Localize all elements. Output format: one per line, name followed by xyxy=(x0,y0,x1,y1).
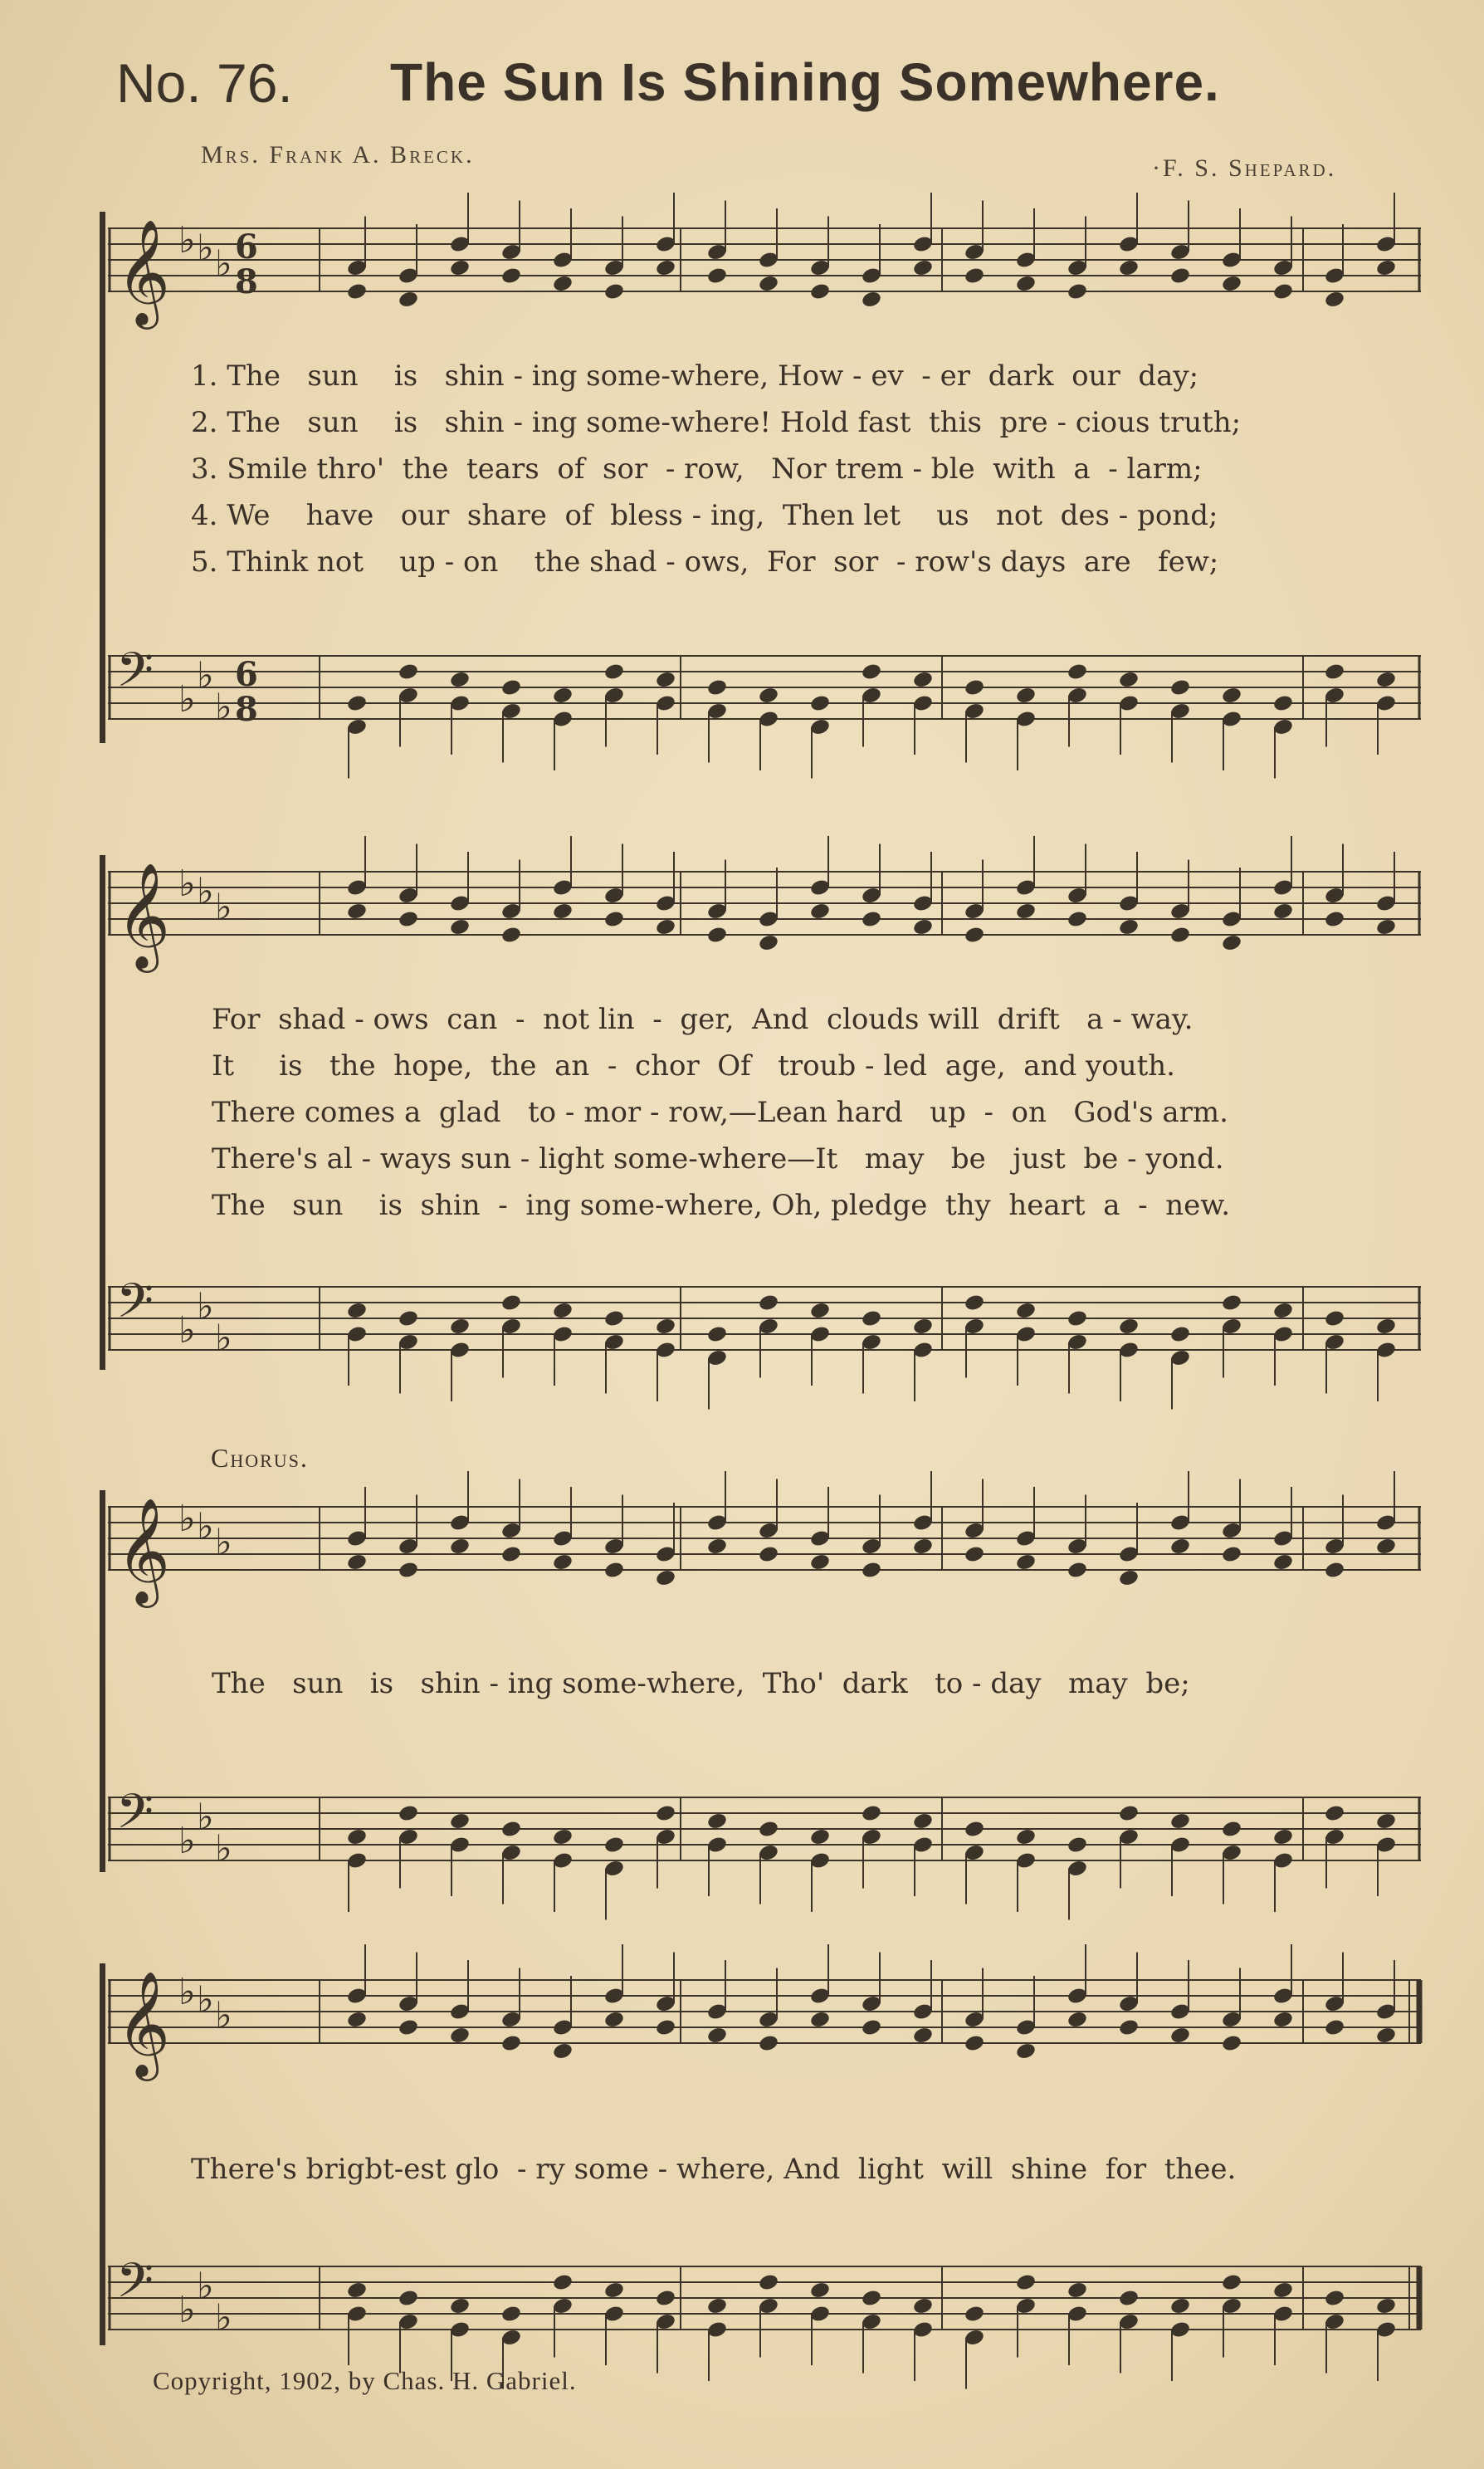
lyric-line: There's brigbt-est glo - ry some - where, And light will shine for thee. xyxy=(191,2153,1237,2186)
note-head xyxy=(552,1301,574,1320)
note-head xyxy=(500,2305,522,2324)
lyric-line: 4. We have our share of bless - ing, Then let us not des - pond; xyxy=(191,499,1218,532)
note-head xyxy=(1118,258,1140,277)
note-head xyxy=(346,282,368,301)
note-head xyxy=(809,1827,831,1846)
music-system-1 xyxy=(100,187,1438,818)
flat-icon: ♭ xyxy=(215,1317,232,1360)
note-head xyxy=(1118,1317,1140,1336)
note-head xyxy=(1169,926,1191,945)
note-head xyxy=(706,266,728,286)
note-head xyxy=(1324,910,1345,929)
time-signature-bottom: 8 xyxy=(235,690,258,729)
note-head xyxy=(861,2289,882,2308)
music-system-4 xyxy=(100,1939,1438,2370)
note-head xyxy=(1118,670,1140,689)
lyric-line: 2. The sun is shin - ing some-where! Hold fast this pre - cious truth; xyxy=(191,406,1242,439)
note-head xyxy=(655,2018,676,2037)
flat-icon: ♭ xyxy=(178,863,196,905)
note-head xyxy=(603,1561,625,1580)
note-head xyxy=(912,1317,934,1336)
treble-clef-icon: 𝄞 xyxy=(116,218,171,325)
note-head xyxy=(449,1811,471,1831)
time-signature-top: 6 xyxy=(235,655,258,694)
note-head xyxy=(912,258,934,277)
note-head xyxy=(346,902,368,921)
note-head xyxy=(1375,917,1397,936)
note-head xyxy=(1067,1561,1088,1580)
note-head xyxy=(346,1552,368,1572)
chorus-label: Chorus. xyxy=(211,1443,309,1473)
verse-lyrics-part1 xyxy=(191,353,1241,585)
note-head xyxy=(861,1561,882,1580)
note-head xyxy=(603,1836,625,1855)
note-head xyxy=(1375,2296,1397,2315)
note-head xyxy=(1272,1552,1294,1572)
note-head xyxy=(1169,1325,1191,1344)
note-head xyxy=(1324,2289,1345,2308)
note-head xyxy=(1375,1811,1397,1831)
note-head xyxy=(861,2018,882,2037)
time-signature-bottom: 8 xyxy=(235,262,258,301)
note-head xyxy=(1221,1293,1242,1313)
time-signature-top: 6 xyxy=(235,227,258,266)
bass-staff xyxy=(100,639,1438,755)
note-head xyxy=(1067,1836,1088,1855)
note-head xyxy=(655,670,676,689)
note-head xyxy=(552,1552,574,1572)
note-head xyxy=(603,662,625,682)
note-head xyxy=(1015,2041,1037,2061)
note-head xyxy=(655,1317,676,1336)
note-head xyxy=(861,662,882,682)
note-head xyxy=(1324,1309,1345,1328)
note-head xyxy=(655,2289,676,2308)
note-head xyxy=(552,686,574,705)
note-head xyxy=(964,926,985,945)
note-head xyxy=(1375,1317,1397,1336)
note-head xyxy=(398,2289,419,2308)
flat-icon: ♭ xyxy=(197,870,214,913)
note-head xyxy=(706,1325,728,1344)
treble-staff xyxy=(100,1963,1438,2080)
note-head xyxy=(1118,2018,1140,2037)
flat-icon: ♭ xyxy=(215,242,232,286)
note-head xyxy=(1375,258,1397,277)
bass-clef-icon: 𝄢 xyxy=(116,2252,154,2320)
note-head xyxy=(1118,2289,1140,2308)
note-head xyxy=(655,917,676,936)
lyric-line: There comes a glad to - mor - row,—Lean hard up - on God's arm. xyxy=(212,1096,1228,1129)
note-head xyxy=(1067,662,1088,682)
note-head xyxy=(912,670,934,689)
note-head xyxy=(603,910,625,929)
hymn-title: The Sun Is Shining Somewhere. xyxy=(390,52,1220,112)
note-head xyxy=(552,1827,574,1846)
note-head xyxy=(809,694,831,713)
note-head xyxy=(758,933,779,952)
note-head xyxy=(1221,2034,1242,2053)
note-head xyxy=(1067,282,1088,301)
note-head xyxy=(1067,2010,1088,2029)
flat-icon: ♭ xyxy=(215,886,232,929)
note-head xyxy=(1324,2018,1345,2037)
treble-clef-icon: 𝄞 xyxy=(116,1497,171,1603)
note-head xyxy=(1324,1561,1345,1580)
note-head xyxy=(964,266,985,286)
flat-icon: ♭ xyxy=(197,654,214,697)
note-head xyxy=(912,917,934,936)
note-head xyxy=(500,1820,522,1839)
flat-icon: ♭ xyxy=(197,1796,214,1839)
treble-staff xyxy=(100,212,1438,328)
note-head xyxy=(964,1545,985,1564)
note-head xyxy=(552,902,574,921)
lyric-line: For shad - ows can - not lin - ger, And clouds will drift a - way. xyxy=(212,1003,1194,1036)
note-head xyxy=(1015,1552,1037,1572)
note-head xyxy=(1169,1811,1191,1831)
note-head xyxy=(1272,694,1294,713)
note-head xyxy=(758,686,779,705)
lyric-line: The sun is shin - ing some-where, Tho' dark to - day may be; xyxy=(212,1667,1190,1700)
note-head xyxy=(809,2010,831,2029)
note-head xyxy=(1375,1537,1397,1556)
lyric-line: 5. Think not up - on the shad - ows, For sor - row's days are few; xyxy=(191,545,1219,579)
note-head xyxy=(398,2018,419,2037)
note-head xyxy=(1067,1309,1088,1328)
note-head xyxy=(449,1317,471,1336)
note-head xyxy=(1015,1301,1037,1320)
note-head xyxy=(346,1827,368,1846)
note-head xyxy=(758,2034,779,2053)
note-head xyxy=(603,282,625,301)
flat-icon: ♭ xyxy=(178,1309,196,1352)
flat-icon: ♭ xyxy=(197,1285,214,1328)
note-head xyxy=(964,1293,985,1313)
bass-clef-icon: 𝄢 xyxy=(116,642,154,710)
note-head xyxy=(1118,1568,1140,1587)
note-head xyxy=(861,1804,882,1823)
note-head xyxy=(1015,2273,1037,2292)
note-head xyxy=(1324,662,1345,682)
note-head xyxy=(1015,902,1037,921)
chorus-lyrics-1 xyxy=(212,1660,1190,1707)
note-head xyxy=(1221,2273,1242,2292)
composer-credit: ·F. S. Shepard. xyxy=(1152,154,1337,182)
note-head xyxy=(1118,917,1140,936)
note-head xyxy=(449,2026,471,2045)
treble-staff xyxy=(100,855,1438,971)
note-head xyxy=(398,1804,419,1823)
note-head xyxy=(964,2034,985,2053)
flat-icon: ♭ xyxy=(178,678,196,721)
note-head xyxy=(1015,686,1037,705)
note-head xyxy=(1169,2296,1191,2315)
note-head xyxy=(706,678,728,697)
note-head xyxy=(758,1820,779,1839)
flat-icon: ♭ xyxy=(215,1521,232,1564)
note-head xyxy=(758,1293,779,1313)
note-head xyxy=(809,902,831,921)
note-head xyxy=(861,1309,882,1328)
bass-staff xyxy=(100,2250,1438,2366)
note-head xyxy=(603,1309,625,1328)
note-head xyxy=(1015,1827,1037,1846)
note-head xyxy=(1169,266,1191,286)
lyricist-credit: Mrs. Frank A. Breck. xyxy=(201,141,475,169)
note-head xyxy=(1272,1301,1294,1320)
note-head xyxy=(1067,910,1088,929)
note-head xyxy=(964,1820,985,1839)
note-head xyxy=(1272,902,1294,921)
treble-clef-icon: 𝄞 xyxy=(116,862,171,968)
flat-icon: ♭ xyxy=(197,1505,214,1548)
music-system-2 xyxy=(100,830,1438,1428)
note-head xyxy=(1272,1827,1294,1846)
note-head xyxy=(552,274,574,293)
note-head xyxy=(655,1568,676,1587)
chorus-lyrics-2 xyxy=(191,2146,1236,2193)
note-head xyxy=(912,1537,934,1556)
note-head xyxy=(1272,282,1294,301)
note-head xyxy=(912,2026,934,2045)
note-head xyxy=(500,1545,522,1564)
note-head xyxy=(449,258,471,277)
hymn-number: No. 76. xyxy=(116,52,293,114)
note-head xyxy=(1324,1804,1345,1823)
note-head xyxy=(655,1804,676,1823)
treble-clef-icon: 𝄞 xyxy=(116,1970,171,2076)
flat-icon: ♭ xyxy=(178,2289,196,2331)
note-head xyxy=(1272,2010,1294,2029)
flat-icon: ♭ xyxy=(215,686,232,729)
bass-staff xyxy=(100,1781,1438,1897)
note-head xyxy=(1221,1545,1242,1564)
lyric-line: 1. The sun is shin - ing some-where, How - ev - er dark our day; xyxy=(191,359,1199,393)
lyric-line: The sun is shin - ing some-where, Oh, pledge thy heart a - new. xyxy=(212,1189,1231,1222)
note-head xyxy=(706,2296,728,2315)
note-head xyxy=(809,282,831,301)
note-head xyxy=(861,910,882,929)
copyright-notice: Copyright, 1902, by Chas. H. Gabriel. xyxy=(153,2366,577,2395)
note-head xyxy=(500,926,522,945)
note-head xyxy=(1221,686,1242,705)
note-head xyxy=(809,1301,831,1320)
lyric-line: There's al - ways sun - light some-where—It may be just be - yond. xyxy=(212,1142,1224,1176)
note-head xyxy=(706,926,728,945)
music-system-3 xyxy=(100,1465,1438,1914)
note-head xyxy=(809,1552,831,1572)
note-head xyxy=(346,694,368,713)
note-head xyxy=(1375,2026,1397,2045)
flat-icon: ♭ xyxy=(197,2265,214,2308)
note-head xyxy=(1118,1804,1140,1823)
note-head xyxy=(346,1301,368,1320)
note-head xyxy=(398,1309,419,1328)
lyric-line: It is the hope, the an - chor Of troub - led age, and youth. xyxy=(212,1049,1175,1083)
note-head xyxy=(552,2041,574,2061)
note-head xyxy=(552,2273,574,2292)
verse-lyrics-part2 xyxy=(212,996,1230,1229)
note-head xyxy=(603,2281,625,2300)
treble-staff xyxy=(100,1490,1438,1606)
note-head xyxy=(758,2273,779,2292)
note-head xyxy=(706,1537,728,1556)
note-head xyxy=(346,2281,368,2300)
note-head xyxy=(1067,2281,1088,2300)
note-head xyxy=(398,910,419,929)
flat-icon: ♭ xyxy=(178,1971,196,2013)
note-head xyxy=(398,662,419,682)
bass-clef-icon: 𝄢 xyxy=(116,1273,154,1341)
note-head xyxy=(500,2034,522,2053)
note-head xyxy=(1015,274,1037,293)
note-head xyxy=(912,2296,934,2315)
note-head xyxy=(1221,274,1242,293)
note-head xyxy=(449,917,471,936)
flat-icon: ♭ xyxy=(178,219,196,262)
note-head xyxy=(603,2010,625,2029)
note-head xyxy=(449,670,471,689)
note-head xyxy=(964,2305,985,2324)
flat-icon: ♭ xyxy=(178,1820,196,1862)
note-head xyxy=(861,290,882,309)
note-head xyxy=(398,290,419,309)
flat-icon: ♭ xyxy=(197,1978,214,2022)
note-head xyxy=(1375,670,1397,689)
note-head xyxy=(1169,678,1191,697)
note-head xyxy=(758,274,779,293)
bass-staff xyxy=(100,1270,1438,1386)
note-head xyxy=(1169,2026,1191,2045)
note-head xyxy=(1324,290,1345,309)
note-head xyxy=(398,1561,419,1580)
note-head xyxy=(500,678,522,697)
bass-clef-icon: 𝄢 xyxy=(116,1783,154,1851)
note-head xyxy=(964,678,985,697)
note-head xyxy=(809,2281,831,2300)
title-row xyxy=(116,51,1295,126)
note-head xyxy=(449,2296,471,2315)
note-head xyxy=(1221,1820,1242,1839)
note-head xyxy=(706,2026,728,2045)
note-head xyxy=(500,266,522,286)
note-head xyxy=(1272,2281,1294,2300)
note-head xyxy=(346,2010,368,2029)
note-head xyxy=(1221,933,1242,952)
flat-icon: ♭ xyxy=(215,1827,232,1870)
flat-icon: ♭ xyxy=(215,1994,232,2037)
flat-icon: ♭ xyxy=(215,2296,232,2339)
note-head xyxy=(655,258,676,277)
note-head xyxy=(706,1811,728,1831)
note-head xyxy=(449,1537,471,1556)
note-head xyxy=(758,1545,779,1564)
note-head xyxy=(1169,1537,1191,1556)
flat-icon: ♭ xyxy=(197,227,214,270)
lyric-line: 3. Smile thro' the tears of sor - row, Nor trem - ble with a - larm; xyxy=(191,452,1203,486)
note-head xyxy=(500,1293,522,1313)
flat-icon: ♭ xyxy=(178,1498,196,1540)
note-head xyxy=(912,1811,934,1831)
